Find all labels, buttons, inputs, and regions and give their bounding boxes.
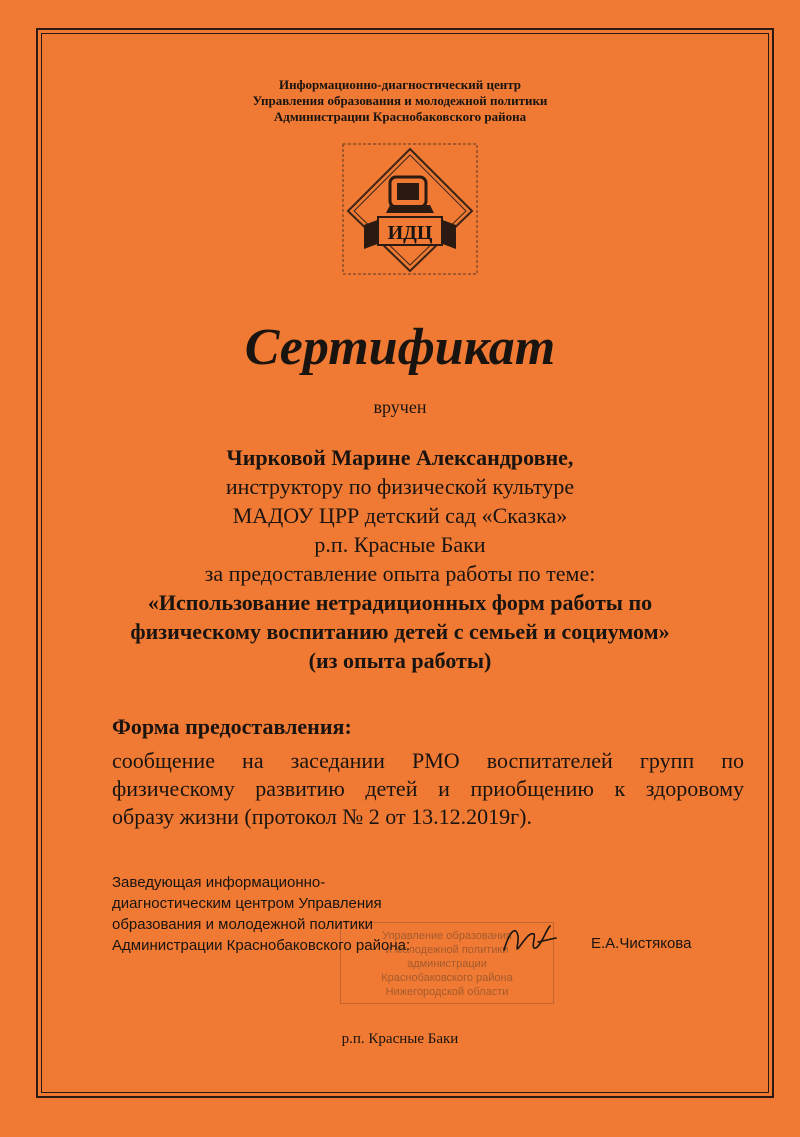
certificate-title: Сертификат <box>244 319 556 376</box>
issuer-line-1: Информационно-диагностический центр <box>278 77 522 92</box>
stamp-line-1: Управление образования <box>382 930 512 942</box>
stamp-line-5: Нижегородской области <box>385 986 509 998</box>
footer-place: р.п. Красные Баки <box>341 1031 459 1047</box>
recipient-name: Чирковой Марине Александровне, <box>226 445 574 470</box>
signatory-title <box>112 872 410 956</box>
handwritten-signature <box>500 920 558 960</box>
signatory-line-3: образования и молодежной политики <box>112 916 373 933</box>
awarded-label: вручен <box>373 397 427 417</box>
issuer-line-3: Администрации Краснобаковского района <box>273 109 527 124</box>
stamp-line-3: администрации <box>407 958 487 970</box>
signatory-line-2: диагностическим центром Управления <box>112 895 382 912</box>
form-line-2: физическому развитию детей и приобщению к здоровому <box>112 776 744 801</box>
form-line-3: образу жизни (протокол № 2 от 13.12.2019г). <box>112 804 532 829</box>
topic-line-2: физическому воспитанию детей с семьей и социумом» <box>130 619 670 644</box>
recipient-locality: р.п. Красные Баки <box>314 532 486 557</box>
recipient-block <box>0 443 800 675</box>
issuer-line-2: Управления образования и молодежной политики <box>252 93 548 108</box>
form-heading: Форма предоставления: <box>112 714 352 739</box>
form-line-1: сообщение на заседании РМО воспитателей групп по <box>112 748 744 773</box>
recipient-position: инструктору по физической культуре <box>225 474 575 499</box>
stamp-line-2: и молодежной политики <box>385 944 509 956</box>
idc-logo <box>342 143 478 275</box>
form-description <box>112 747 744 831</box>
logo-text: ИДЦ <box>387 222 433 244</box>
award-reason: за предоставление опыта работы по теме: <box>204 561 596 586</box>
recipient-organization: МАДОУ ЦРР детский сад «Сказка» <box>232 503 568 528</box>
signatory-line-4: Администрации Краснобаковского района: <box>112 937 411 954</box>
signatory-line-1: Заведующая информационно- <box>112 874 326 891</box>
topic-line-3: (из опыта работы) <box>308 648 492 673</box>
topic-line-1: «Использование нетрадиционных форм работы по <box>147 590 653 615</box>
issuer-header <box>0 77 800 125</box>
stamp-line-4: Краснобаковского района <box>381 972 513 984</box>
signer-name: Е.А.Чистякова <box>591 935 692 952</box>
